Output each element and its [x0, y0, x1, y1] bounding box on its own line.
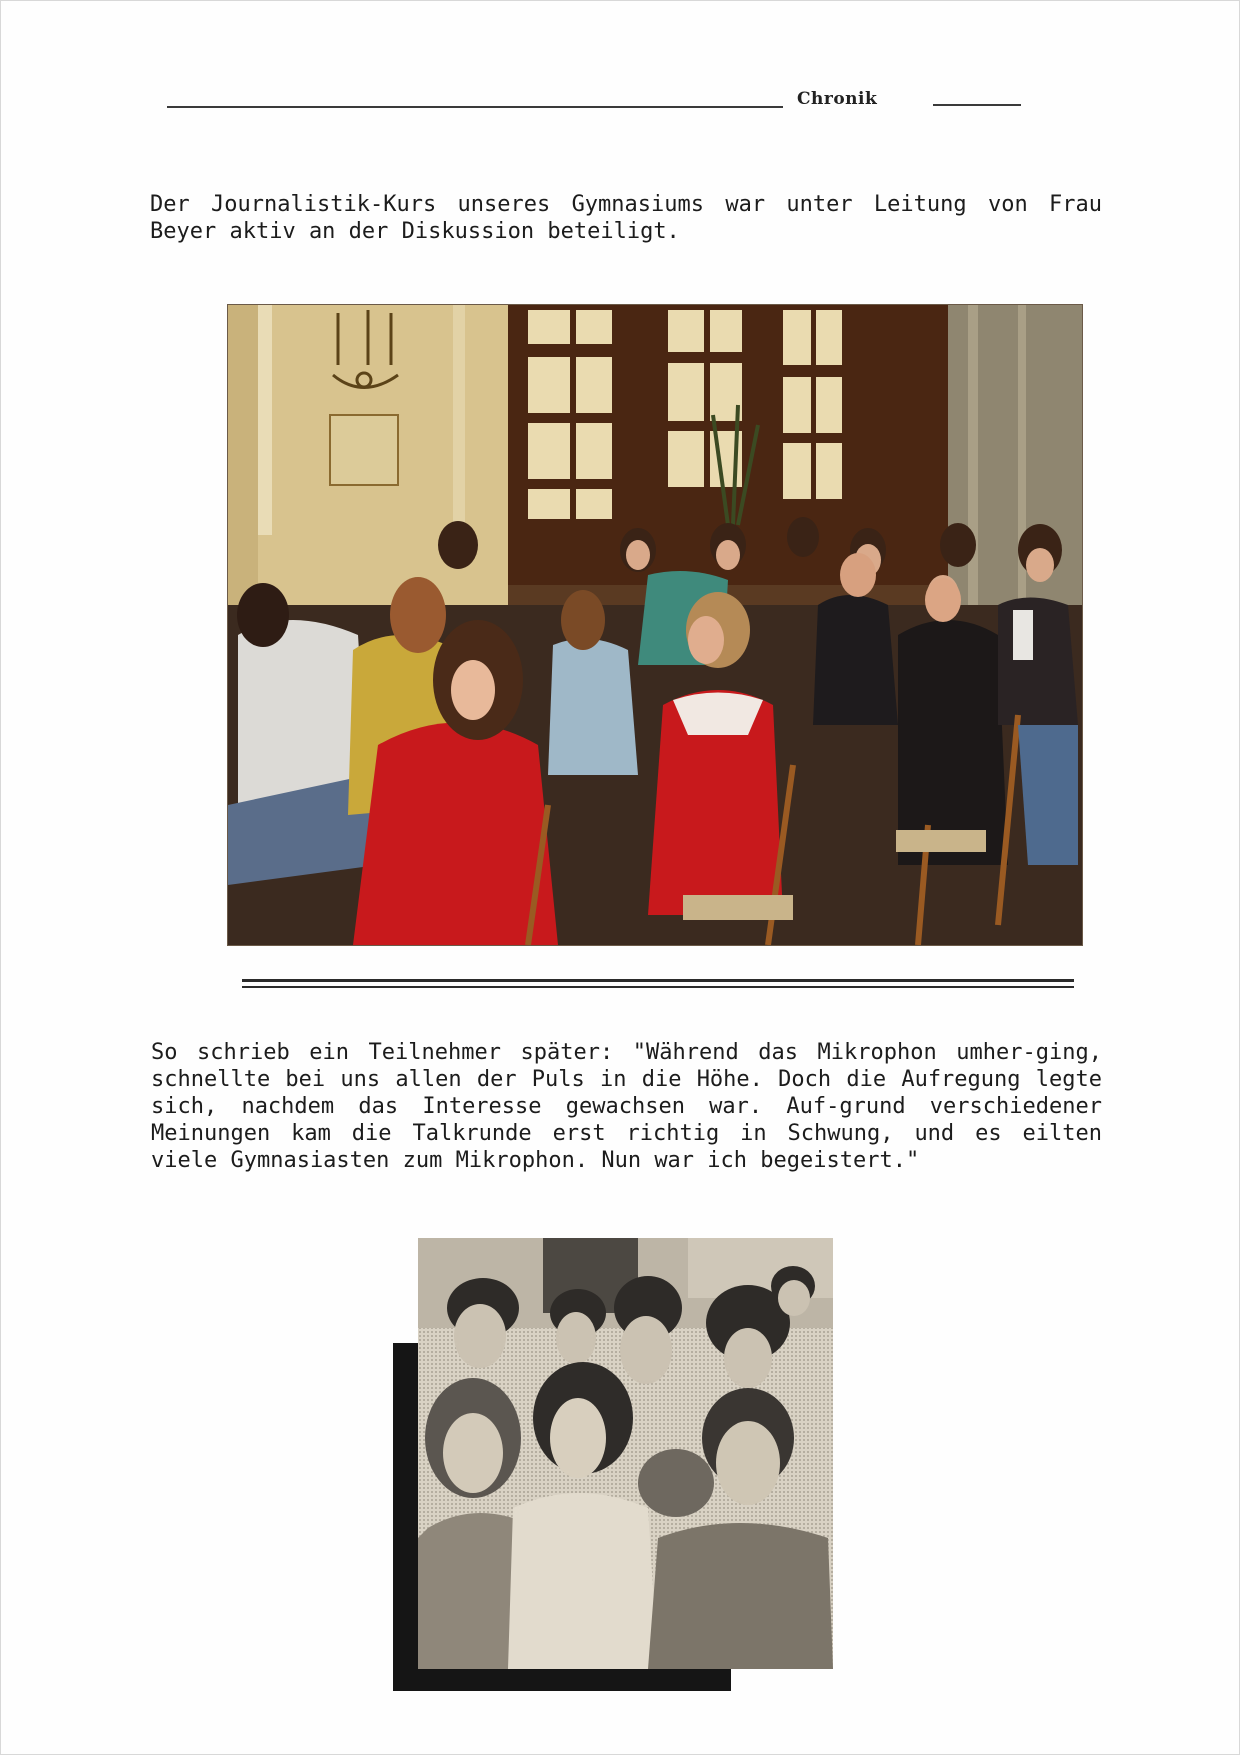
quote-paragraph: So schrieb ein Teilnehmer später: "Während das Mikrophon umher-ging, schnellte bei uns allen der Puls in die Höhe. Doch die Aufregung legte sich, nachdem das Interesse gewachsen war. Auf-grund verschiedener Meinungen kam die Talkrunde erst richtig in Schwung, und es eilten viele Gymnasiasten zum Mikrophon. Nun war ich begeistert.": [151, 1040, 1102, 1173]
section-divider: [242, 979, 1074, 988]
header-rule-left: [167, 106, 783, 108]
header-rule-right: [933, 104, 1021, 106]
classroom-discussion-photo: [228, 305, 1082, 945]
header-title: Chronik: [797, 89, 878, 109]
intro-paragraph: Der Journalistik-Kurs unseres Gymnasiums war unter Leitung von Frau Beyer aktiv an der Diskussion beteiligt.: [150, 192, 1102, 244]
newspaper-clipping-photo: [418, 1238, 833, 1669]
